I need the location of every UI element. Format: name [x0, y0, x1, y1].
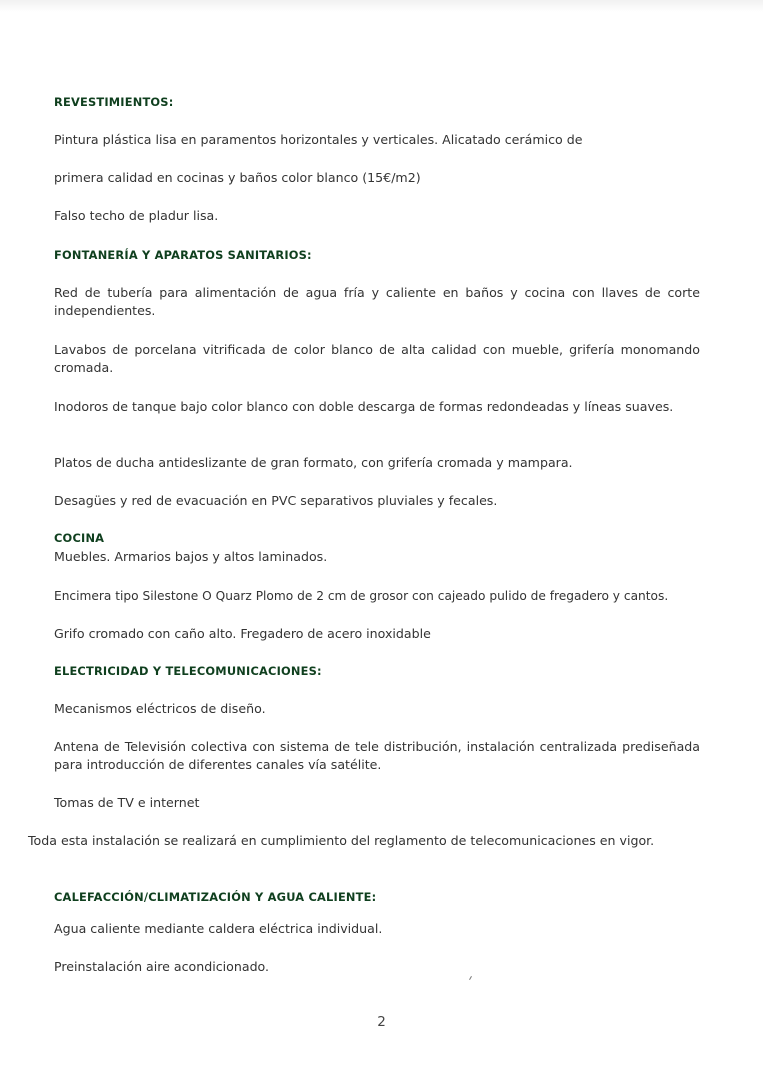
paragraph-alicatado: primera calidad en cocinas y baños color blanco (15€/m2) — [54, 170, 421, 185]
paragraph-pintura: Pintura plástica lisa en paramentos horizontales y verticales. Alicatado cerámico de — [54, 132, 583, 147]
heading-cocina: COCINA — [54, 531, 105, 545]
paragraph-mecanismos: Mecanismos eléctricos de diseño. — [54, 701, 266, 716]
paragraph-platos-ducha: Platos de ducha antideslizante de gran formato, con grifería cromada y mampara. — [54, 455, 573, 470]
paragraph-desagues: Desagües y red de evacuación en PVC separativos pluviales y fecales. — [54, 493, 498, 508]
paragraph-lavabos: Lavabos de porcelana vitrificada de color blanco de alta calidad con mueble, grifería monomando cromada. — [54, 342, 700, 375]
paragraph-preinstalacion: Preinstalación aire acondicionado. — [54, 959, 270, 974]
paragraph-antena: Antena de Televisión colectiva con sistema de tele distribución, instalación centralizada prediseñada para introducción de diferentes canales vía satélite. — [54, 739, 700, 772]
paragraph-muebles: Muebles. Armarios bajos y altos laminados. — [54, 549, 328, 564]
paragraph-inodoros: Inodoros de tanque bajo color blanco con doble descarga de formas redondeadas y líneas suaves. — [54, 399, 674, 414]
heading-fontaneria: FONTANERÍA Y APARATOS SANITARIOS: — [54, 248, 312, 262]
paragraph-agua-caliente: Agua caliente mediante caldera eléctrica individual. — [54, 921, 383, 936]
heading-revestimientos: REVESTIMIENTOS: — [54, 95, 174, 109]
heading-electricidad: ELECTRICIDAD Y TELECOMUNICACIONES: — [54, 664, 322, 678]
paragraph-tomas: Tomas de TV e internet — [54, 795, 200, 810]
paragraph-encimera: Encimera tipo Silestone O Quarz Plomo de 2 cm de grosor con cajeado pulido de fregadero y cantos. — [54, 589, 669, 603]
paragraph-falso-techo: Falso techo de pladur lisa. — [54, 208, 219, 223]
page-number: 2 — [377, 1014, 386, 1030]
heading-calefaccion: CALEFACCIÓN/CLIMATIZACIÓN Y AGUA CALIENTE: — [54, 890, 377, 904]
paragraph-nota-instalacion: Toda esta instalación se realizará en cumplimiento del reglamento de telecomunicaciones en vigor. — [28, 833, 655, 848]
scan-speck — [469, 976, 472, 980]
paragraph-red-tuberia: Red de tubería para alimentación de agua fría y caliente en baños y cocina con llaves de corte independientes. — [54, 285, 700, 318]
paragraph-grifo: Grifo cromado con caño alto. Fregadero de acero inoxidable — [54, 626, 431, 641]
scan-top-edge — [0, 0, 763, 12]
